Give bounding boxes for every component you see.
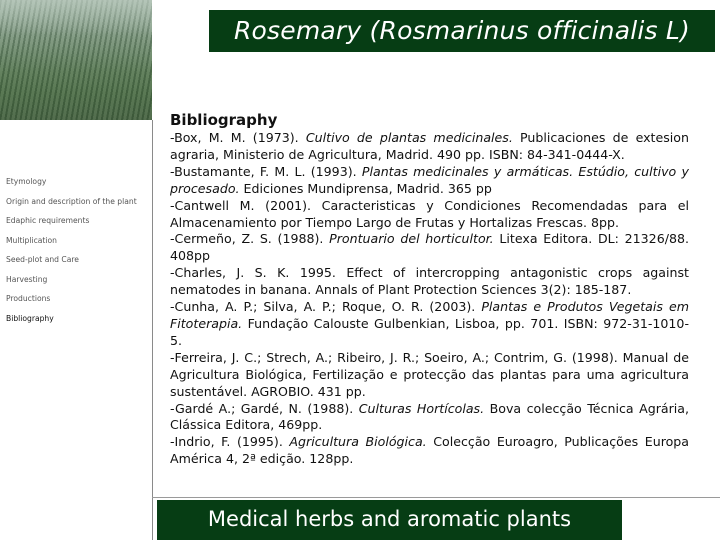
sidebar-item-productions[interactable]: Productions [6, 294, 51, 303]
entry-text: Litexa Editora. DL: 21326/88. 408pp [170, 231, 689, 264]
bibliography-list [170, 130, 689, 468]
entry-text: -Cermeño, Z. S. (1988). [170, 231, 330, 247]
bibliography-entry [170, 164, 689, 198]
section-heading: Bibliography [170, 111, 278, 129]
bibliography-entry [170, 350, 689, 401]
sidebar-item-origin-and-description-of-the-plant[interactable]: Origin and description of the plant [6, 196, 137, 206]
sidebar-item-seed-plot-and-care[interactable]: Seed-plot and Care [6, 255, 79, 264]
bibliography-entry [170, 265, 689, 299]
sidebar-item-edaphic-requirements[interactable]: Edaphic requirements [6, 216, 90, 225]
sidebar-item-bibliography[interactable]: Bibliography [6, 313, 54, 323]
entry-title: Agricultura Biológica. [289, 434, 427, 450]
entry-text: -Box, M. M. (1973). [170, 130, 306, 145]
bibliography-entry [170, 130, 689, 164]
entry-text: Fundação Calouste Gulbenkian, Lisboa, pp. 701. ISBN: 972-31-1010-5. [170, 315, 689, 348]
sidebar-item-multiplication[interactable]: Multiplication [6, 235, 57, 245]
entry-text: -Charles, J. S. K. 1995. Effect of intercropping antagonistic crops against nematodes in banana. Annals of Plant Protection Sciences 3(2): 185-187. [170, 265, 689, 298]
bibliography-entry [170, 299, 689, 350]
entry-text: -Cantwell M. (2001). Caracteristicas y Condiciones Recomendadas para el Almacenamiento por Tiempo Largo de Frutas y Hortalizas Frescas. 8pp. [170, 197, 689, 230]
bibliography-entry [170, 401, 689, 435]
entry-text: Publicaciones de extesion agraria, Ministerio de Agricultura, Madrid. 490 pp. ISBN: 84-341-0444-X. [170, 130, 689, 162]
entry-title: Plantas medicinales y armáticas. Estúdio, cultivo y procesado. [170, 163, 689, 196]
bibliography-entry [170, 198, 689, 232]
sidebar-item-etymology[interactable]: Etymology [6, 177, 47, 186]
entry-text: -Cunha, A. P.; Silva, A. P.; Roque, O. R. (2003). [170, 299, 482, 315]
entry-title: Plantas e Produtos Vegetais em Fitoterapia. [170, 299, 689, 331]
entry-title: Culturas Hortícolas. [358, 400, 485, 416]
page-title: Rosemary (Rosmarinus officinalis L) [209, 10, 715, 52]
entry-text: -Bustamante, F. M. L. (1993). [170, 163, 362, 179]
bibliography-entry [170, 434, 689, 468]
entry-title: Prontuario del horticultor. [329, 231, 494, 247]
footer-divider [152, 497, 720, 498]
entry-text: -Gardé A.; Gardé, N. (1988). [170, 400, 359, 416]
vertical-divider [152, 120, 153, 540]
rosemary-photo [0, 0, 152, 120]
entry-text: Colecção Euroagro, Publicações Europa América 4, 2ª edição. 128pp. [170, 434, 690, 467]
entry-text: -Indrio, F. (1995). [170, 434, 290, 450]
entry-text: Ediciones Mundiprensa, Madrid. 365 pp [239, 180, 492, 196]
entry-text: Bova colecção Técnica Agrária, Clássica Editora, 469pp. [170, 400, 689, 433]
bibliography-entry [170, 231, 689, 265]
entry-text: -Ferreira, J. C.; Strech, A.; Ribeiro, J. R.; Soeiro, A.; Contrim, G. (1998). Manual de Agricultura Biológica, Fertilização e protecção das plantas para uma agricultura sustentável. AGROBIO. 431 pp. [170, 349, 689, 399]
sidebar-item-harvesting[interactable]: Harvesting [6, 274, 48, 284]
sidebar-nav [6, 176, 151, 332]
entry-title: Cultivo de plantas medicinales. [305, 130, 513, 145]
footer-banner: Medical herbs and aromatic plants [157, 500, 622, 540]
